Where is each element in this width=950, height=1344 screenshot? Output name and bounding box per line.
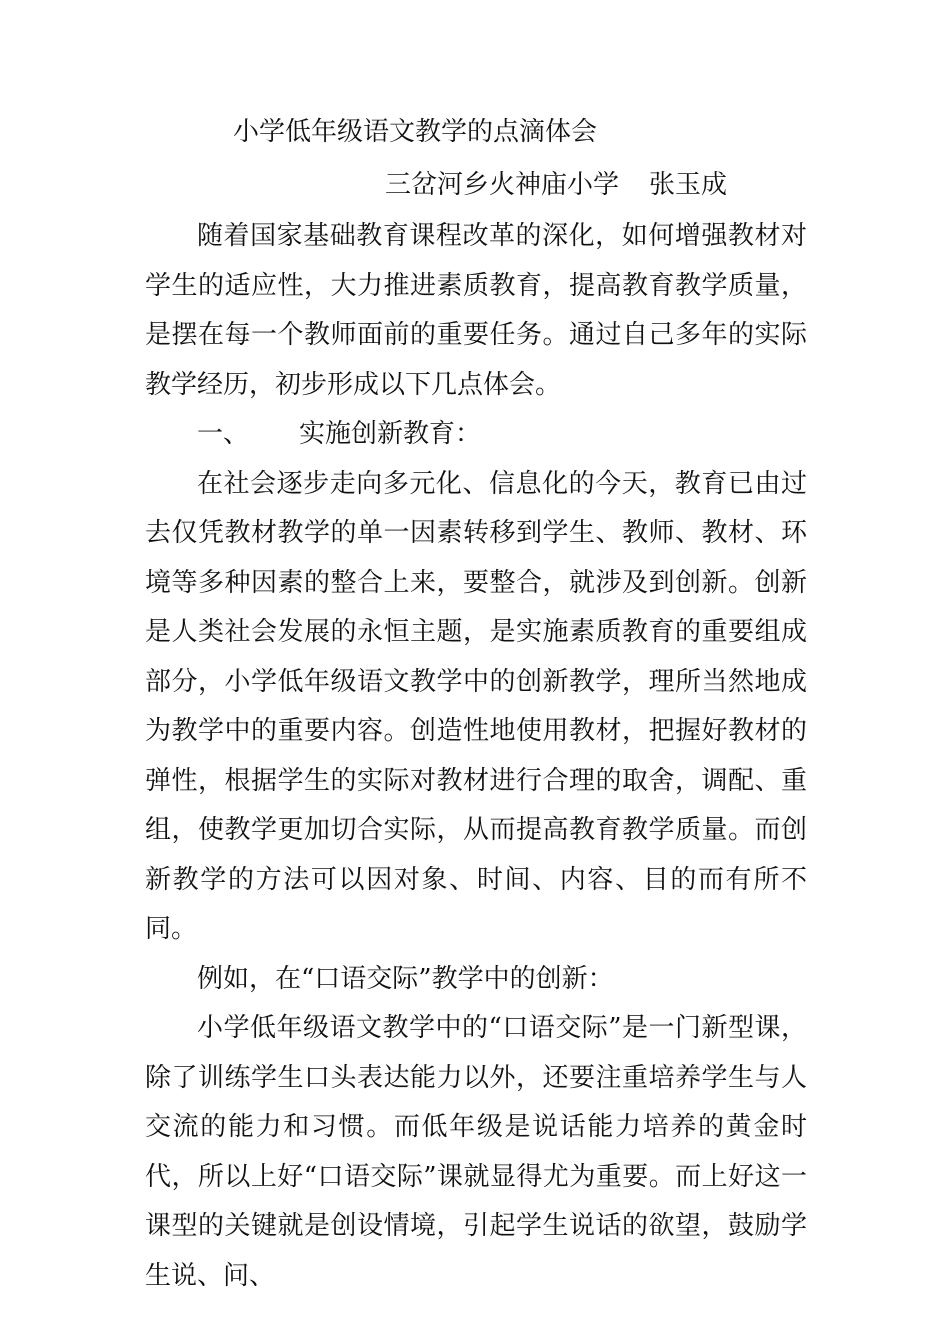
paragraph-innovation: 在社会逐步走向多元化、信息化的今天，教育已由过去仅凭教材教学的单一因素转移到学生、教师、教材、环境等多种因素的整合上来，要整合，就涉及到创新。创新是人类社会发展的永恒主题，是实施素质教育的重要组成部分，小学低年级语文教学中的创新教学，理所当然地成为教学中的重要内容。创造性地使用教材，把握好教材的弹性，根据学生的实际对教材进行合理的取舍，调配、重组，使教学更加切合实际，从而提高教育教学质量。而创新教学的方法可以因对象、时间、内容、目的而有所不同。	[145, 468, 807, 944]
author-line	[385, 165, 727, 205]
paragraph-intro: 随着国家基础教育课程改革的深化，如何增强教材对学生的适应性，大力推进素质教育，提高教育教学质量，是摆在每一个教师面前的重要任务。通过自己多年的实际教学经历，初步形成以下几点体会。	[145, 221, 807, 400]
paragraph-oral-communication: 小学低年级语文教学中的“口语交际”是一门新型课，除了训练学生口头表达能力以外，还要注重培养学生与人交流的能力和习惯。而低年级是说话能力培养的黄金时代，所以上好“口语交际”课就显得尤为重要。而上好这一课型的关键就是创设情境，引起学生说话的欲望，鼓励学生说、问、	[145, 1013, 807, 1291]
author-school: 三岔河乡火神庙小学	[385, 170, 620, 200]
document-title: 小学低年级语文教学的点滴体会	[233, 117, 598, 147]
paragraph-example: 例如，在“口语交际”教学中的创新：	[197, 963, 614, 994]
section-heading	[145, 410, 807, 460]
section-number: 一、	[197, 419, 250, 449]
document-body	[145, 212, 807, 1301]
section-heading-text: 实施创新教育：	[299, 419, 482, 449]
author-name: 张玉成	[649, 170, 728, 200]
